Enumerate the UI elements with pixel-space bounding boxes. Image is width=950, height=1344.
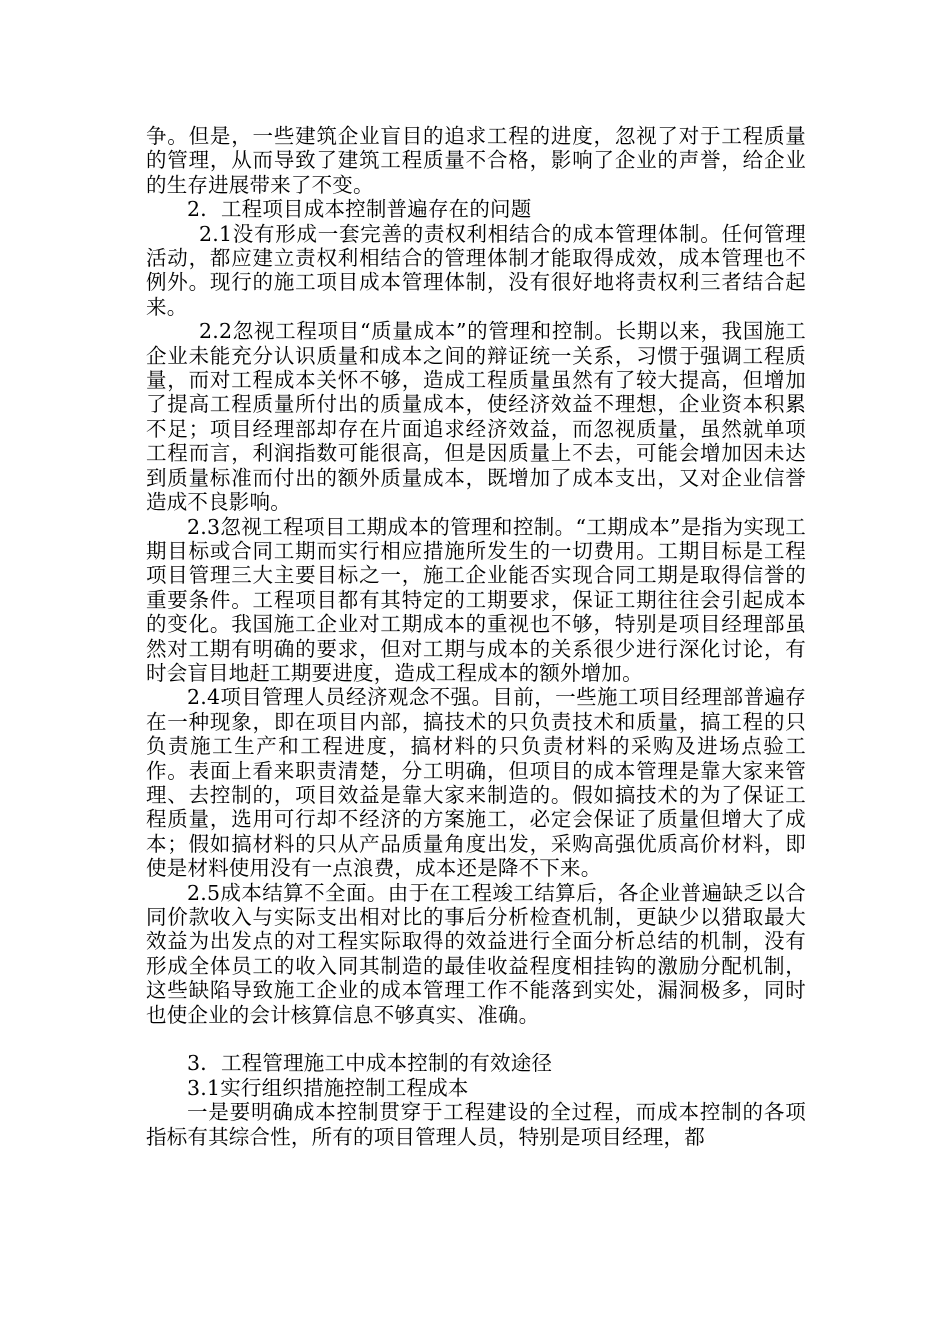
paragraph-2-2: 2.2忽视工程项目“质量成本”的管理和控制。长期以来，我国施工企业未能充分认识质量和成本之间的辩证统一关系，习惯于强调工程质量，而对工程成本关怀不够，造成工程质量虽然有了较大提高，但增加了提高工程质量所付出的质量成本，使经济效益不理想，企业资本积累不足；项目经理部却存在片面追求经济效益，而忽视质量，虽然就单项工程而言，利润指数可能很高，但是因质量上不去，可能会增加因未达到质量标准而付出的额外质量成本，既增加了成本支出，又对企业信誉造成不良影响。: [146, 319, 806, 515]
subsection-heading-3-1: 3.1实行组织措施控制工程成本: [187, 1075, 469, 1100]
blank-line: [146, 1027, 806, 1051]
paragraph-continuation: 争。但是，一些建筑企业盲目的追求工程的进度，忽视了对于工程质量的管理，从而导致了建筑工程质量不合格，影响了企业的声誉，给企业的生存进展带来了不变。: [146, 124, 806, 197]
paragraph-3-1: 一是要明确成本控制贯穿于工程建设的全过程，而成本控制的各项指标有其综合性，所有的项目管理人员，特别是项目经理，都: [146, 1100, 806, 1149]
paragraph-2-5: 2.5成本结算不全面。由于在工程竣工结算后，各企业普遍缺乏以合同价款收入与实际支出相对比的事后分析检查机制，更缺少以猎取最大效益为出发点的对工程实际取得的效益进行全面分析总结的机制，没有形成全体员工的收入同其制造的最佳收益程度相挂钩的激励分配机制，这些缺陷导致施工企业的成本管理工作不能落到实处，漏洞极多，同时也使企业的会计核算信息不够真实、准确。: [146, 880, 806, 1027]
paragraph-2-3: 2.3忽视工程项目工期成本的管理和控制。“工期成本”是指为实现工期目标或合同工期而实行相应措施所发生的一切费用。工期目标是工程项目管理三大主要目标之一，施工企业能否实现合同工期是取得信誉的重要条件。工程项目都有其特定的工期要求，保证工期往往会引起成本的变化。我国施工企业对工期成本的重视也不够，特别是项目经理部虽然对工期有明确的要求，但对工期与成本的关系很少进行深化讨论，有时会盲目地赶工期要进度，造成工程成本的额外增加。: [146, 514, 806, 685]
document-page: [146, 124, 806, 1149]
paragraph-2-4: 2.4项目管理人员经济观念不强。目前，一些施工项目经理部普遍存在一种现象，即在项目内部，搞技术的只负责技术和质量，搞工程的只负责施工生产和工程进度，搞材料的只负责材料的采购及进场点验工作。表面上看来职责清楚，分工明确，但项目的成本管理是靠大家来管理、去控制的，项目效益是靠大家来制造的。假如搞技术的为了保证工程质量，选用可行却不经济的方案施工，必定会保证了质量但增大了成本；假如搞材料的只从产品质量角度出发，采购高强优质高价材料，即使是材料使用没有一点浪费，成本还是降不下来。: [146, 685, 806, 881]
section-heading-3: 3．工程管理施工中成本控制的有效途径: [187, 1051, 553, 1076]
section-heading-2: 2．工程项目成本控制普遍存在的问题: [187, 197, 532, 222]
paragraph-2-1: 2.1没有形成一套完善的责权利相结合的成本管理体制。任何管理活动，都应建立责权利相结合的管理体制才能取得成效，成本管理也不例外。现行的施工项目成本管理体制，没有很好地将责权利三者结合起来。: [146, 221, 806, 319]
